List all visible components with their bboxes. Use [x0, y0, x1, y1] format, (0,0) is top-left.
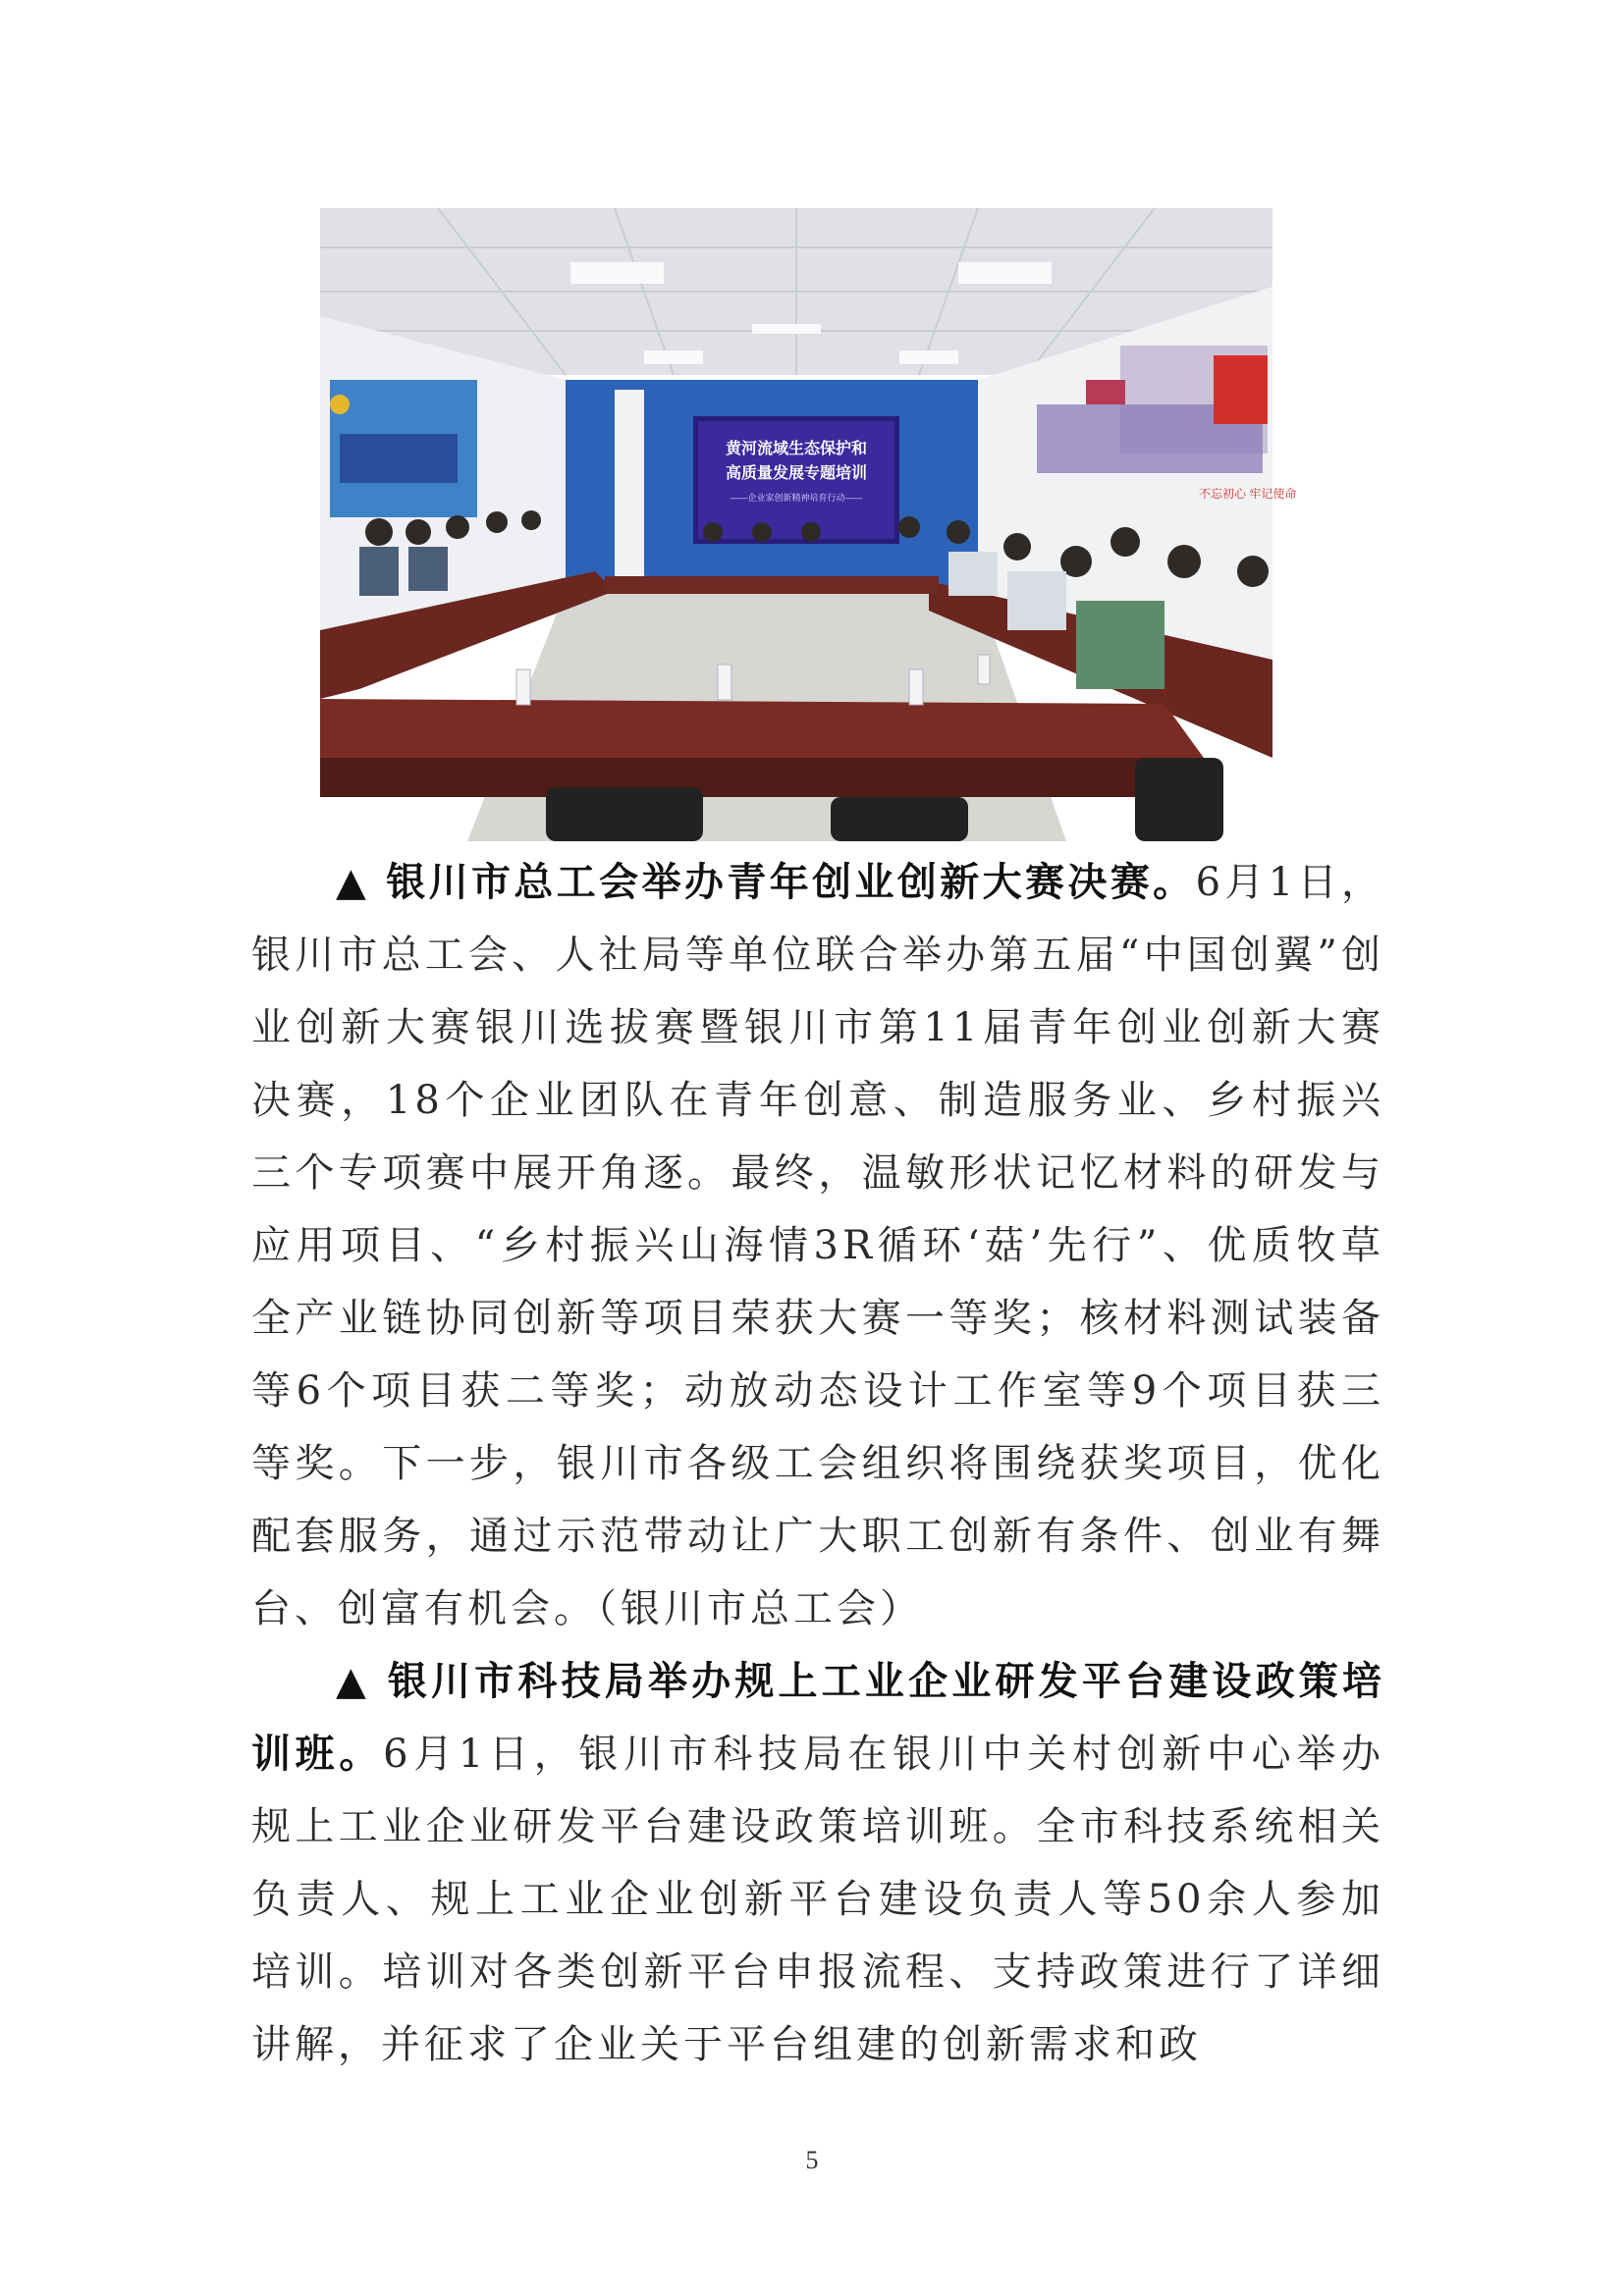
news-item-1-body: 6月1日，银川市总工会、人社局等单位联合举办第五届“中国创翼”创业创新大赛银川选拔赛暨银川市第11届青年创业创新大赛决赛，18个企业团队在青年创意、制造服务业、乡村振兴三个专项赛中展开角逐。最终，温敏形状记忆材料的研发与应用项目、“乡村振兴山海情3R循环‘菇’先行”、优质牧草全产业链协同创新等项目荣获大赛一等奖；核材料测试装备等6个项目获二等奖；动放动态设计工作室等9个项目获三等奖。下一步，银川市各级工会组织将围绕获奖项目，优化配套服务，通过示范带动让广大职工创新有条件、创业有舞台、创富有机会。（银川市总工会）	[251, 860, 1385, 1631]
news-item-1-marker: ▲	[336, 859, 370, 905]
article-body	[251, 846, 1384, 2081]
news-item-1-headline: 银川市总工会举办青年创业创新大赛决赛。	[386, 859, 1196, 905]
news-item-2-marker: ▲	[336, 1658, 370, 1704]
page-number: 5	[805, 2146, 819, 2174]
wall-banner: 不忘初心 牢记使命	[1199, 487, 1297, 501]
news-item-1	[251, 846, 1384, 1645]
news-item-2	[251, 1645, 1384, 2081]
screen-title-1: 黄河流域生态保护和	[725, 441, 868, 457]
meeting-photo	[320, 208, 1297, 841]
news-item-2-body: 6月1日，银川市科技局在银川中关村创新中心举办规上工业企业研发平台建设政策培训班。全市科技系统相关负责人、规上工业企业创新平台建设负责人等50余人参加培训。培训对各类创新平台申报流程、支持政策进行了详细讲解，并征求了企业关于平台组建的创新需求和政	[251, 1732, 1385, 2067]
screen-title-2: 高质量发展专题培训	[725, 465, 868, 482]
screen-subtitle: ——企业家创新精神培育行动——	[730, 493, 863, 503]
news-item-2-headline: 银川市科技局举办规上工业企业研发平台建设政策培训班。	[251, 1658, 1384, 1777]
